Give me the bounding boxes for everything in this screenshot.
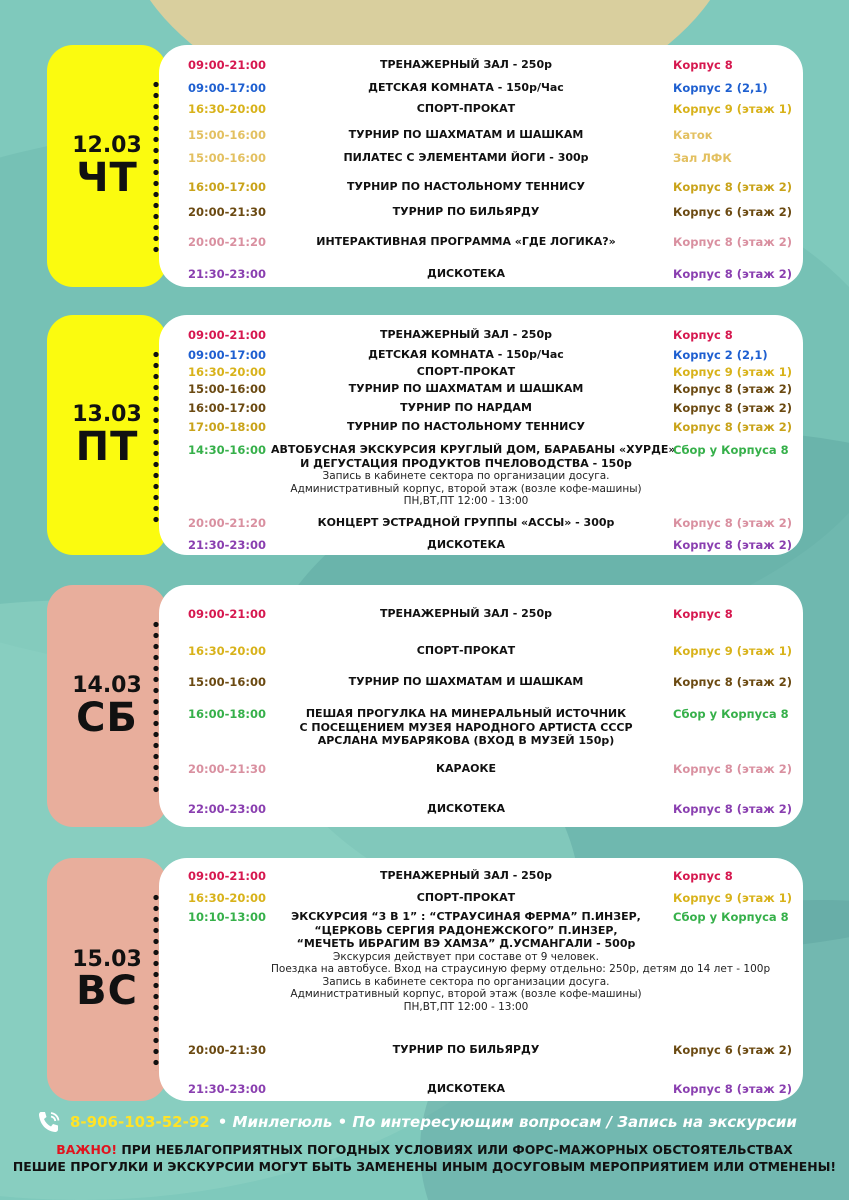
event-time: 21:30-23:00 [188,267,266,281]
event-title: ИНТЕРАКТИВНАЯ ПРОГРАММА «ГДЕ ЛОГИКА?» [316,235,616,248]
warning-label: ВАЖНО! [56,1142,118,1157]
event-time: 14:30-16:00 [188,443,266,457]
event-details [271,707,661,748]
event-place: Корпус 8 (этаж 2) [673,802,793,816]
day-of-week: СБ [76,694,138,741]
day-date: 12.03 [72,133,142,159]
event-title: ТРЕНАЖЕРНЫЙ ЗАЛ - 250р [379,328,552,341]
event-place: Корпус 8 (этаж 2) [673,762,793,776]
event-time: 15:00-16:00 [188,675,266,689]
event-time: 21:30-23:00 [188,538,266,552]
event-place: Корпус 8 (этаж 2) [673,180,793,194]
phone-number[interactable]: 8-906-103-52-92 [70,1113,210,1131]
event-time: 16:30-20:00 [188,891,266,905]
event-place: Корпус 8 [673,328,733,342]
day-of-week: ВС [76,968,138,1015]
event-time: 16:00-18:00 [188,707,266,721]
schedule-card [159,858,803,1101]
day-date: 15.03 [72,946,142,972]
event-time: 16:30-20:00 [188,644,266,658]
event-title: СПОРТ-ПРОКАТ [416,365,516,378]
event-time: 15:00-16:00 [188,151,266,165]
event-place: Корпус 9 (этаж 1) [673,891,793,905]
event-time: 09:00-21:00 [188,869,266,883]
event-title-line: ЭКСКУРСИЯ “3 В 1” : “СТРАУСИНАЯ ФЕРМА” П.ИНЗЕР, [291,910,641,923]
event-note-line: Поездка на автобусе. Вход на страусиную ферму отдельно: 250р, детям до 14 лет - 100р [271,963,771,975]
contact-description: • Минлегюль • По интересующим вопросам / Запись на экскурсии [217,1113,797,1131]
event-place: Корпус 8 [673,869,733,883]
event-time: 20:00-21:30 [188,1043,266,1057]
event-title: СПОРТ-ПРОКАТ [416,644,516,657]
event-time: 16:00-17:00 [188,180,266,194]
schedule-card [159,45,803,287]
event-time: 16:00-17:00 [188,401,266,415]
event-place: Корпус 8 (этаж 2) [673,235,793,249]
event-note-line: Административный корпус, второй этаж (возле кофе-машины) [290,988,642,1000]
day-block-saturday [47,585,803,827]
contact-line [36,1110,849,1134]
event-title: ДИСКОТЕКА [427,538,505,551]
event-time: 20:00-21:30 [188,205,266,219]
event-title: ТУРНИР ПО ШАХМАТАМ И ШАШКАМ [348,128,584,141]
day-date: 14.03 [72,673,142,699]
event-title: ТРЕНАЖЕРНЫЙ ЗАЛ - 250р [379,607,552,620]
event-place: Корпус 9 (этаж 1) [673,102,793,116]
event-title: ДИСКОТЕКА [427,802,505,815]
event-time: 15:00-16:00 [188,382,266,396]
event-time: 20:00-21:20 [188,235,266,249]
event-place: Корпус 8 (этаж 2) [673,675,793,689]
event-place: Корпус 8 [673,607,733,621]
event-place: Корпус 9 (этаж 1) [673,365,793,379]
event-time: 22:00-23:00 [188,802,266,816]
day-block-thursday [47,45,803,287]
weather-warning [0,1141,849,1175]
event-title: ТУРНИР ПО НАРДАМ [400,401,532,414]
event-place: Корпус 8 (этаж 2) [673,382,793,396]
event-title-line: И ДЕГУСТАЦИЯ ПРОДУКТОВ ПЧЕЛОВОДСТВА - 150р [300,456,632,470]
event-title: ТУРНИР ПО ШАХМАТАМ И ШАШКАМ [348,675,584,688]
day-of-week: ПТ [75,423,139,470]
event-details [271,443,676,508]
event-place: Корпус 2 (2,1) [673,348,768,362]
schedule-card [159,585,803,827]
day-tab [47,858,167,1101]
event-title: ДЕТСКАЯ КОМНАТА - 150р/Час [368,348,564,361]
event-place: Корпус 8 [673,58,733,72]
event-note-line: ПН,ВТ,ПТ 12:00 - 13:00 [403,495,529,507]
event-time: 21:30-23:00 [188,1082,266,1096]
event-place: Корпус 8 (этаж 2) [673,538,793,552]
event-note-line: Запись в кабинете сектора по организации досуга. [322,975,610,988]
event-title-line: “МЕЧЕТЬ ИБРАГИМ ВЭ ХАМЗА” Д.УСМАНГАЛИ - 500р [296,937,636,950]
day-tab [47,315,167,555]
event-place: Корпус 9 (этаж 1) [673,644,793,658]
event-title: КАРАОКЕ [436,762,496,775]
event-title: ТУРНИР ПО БИЛЬЯРДУ [392,1043,540,1056]
event-title: СПОРТ-ПРОКАТ [416,102,516,115]
day-tab [47,585,167,827]
event-place: Корпус 8 (этаж 2) [673,420,793,434]
day-block-friday [47,315,803,555]
warning-line: ПЕШИЕ ПРОГУЛКИ И ЭКСКУРСИИ МОГУТ БЫТЬ ЗАМЕНЕНЫ ИНЫМ ДОСУГОВЫМ МЕРОПРИЯТИЕМ ИЛИ ОТМЕНЕНЫ! [12,1159,837,1174]
event-title: ТРЕНАЖЕРНЫЙ ЗАЛ - 250р [379,869,552,882]
day-block-sunday [47,858,803,1101]
event-place: Корпус 8 (этаж 2) [673,267,793,281]
event-title: ТУРНИР ПО НАСТОЛЬНОМУ ТЕННИСУ [347,180,585,193]
event-place: Корпус 8 (этаж 2) [673,516,793,530]
event-place: Сбор у Корпуса 8 [673,910,789,924]
event-title: ДИСКОТЕКА [427,267,505,280]
event-time: 16:30-20:00 [188,365,266,379]
event-place: Корпус 8 (этаж 2) [673,401,793,415]
event-place: Корпус 6 (этаж 2) [673,205,793,219]
warning-text: ПРИ НЕБЛАГОПРИЯТНЫХ ПОГОДНЫХ УСЛОВИЯХ ИЛИ ФОРС-МАЖОРНЫХ ОБСТОЯТЕЛЬСТВАХ [121,1142,793,1157]
event-place: Сбор у Корпуса 8 [673,707,789,721]
event-note-line: Экскурсия действует при составе от 9 человек. [333,950,599,963]
event-title-line: ПЕШАЯ ПРОГУЛКА НА МИНЕРАЛЬНЫЙ ИСТОЧНИК [305,707,627,720]
event-time: 09:00-17:00 [188,81,266,95]
event-place: Корпус 2 (2,1) [673,81,768,95]
event-time: 10:10-13:00 [188,910,266,924]
event-title-line: “ЦЕРКОВЬ СЕРГИЯ РАДОНЕЖСКОГО” П.ИНЗЕР, [314,923,618,937]
event-note-line: ПН,ВТ,ПТ 12:00 - 13:00 [403,1000,529,1013]
event-title: КОНЦЕРТ ЭСТРАДНОЙ ГРУППЫ «АССЫ» - 300р [317,516,615,529]
phone-icon [36,1110,62,1134]
event-title-line: С ПОСЕЩЕНИЕМ МУЗЕЯ НАРОДНОГО АРТИСТА СССР [299,720,633,734]
event-title: ПИЛАТЕС С ЭЛЕМЕНТАМИ ЙОГИ - 300р [343,151,589,164]
event-title: ТУРНИР ПО БИЛЬЯРДУ [392,205,540,218]
event-title: СПОРТ-ПРОКАТ [416,891,516,904]
warning-line [0,1141,849,1158]
event-place: Каток [673,128,713,142]
event-title: ТУРНИР ПО НАСТОЛЬНОМУ ТЕННИСУ [347,420,585,433]
event-title: ТРЕНАЖЕРНЫЙ ЗАЛ - 250р [379,58,552,71]
day-tab [47,45,167,287]
event-time: 09:00-17:00 [188,348,266,362]
event-time: 20:00-21:30 [188,762,266,776]
event-place: Зал ЛФК [673,151,732,165]
event-title: ДИСКОТЕКА [427,1082,505,1095]
event-time: 16:30-20:00 [188,102,266,116]
event-time: 09:00-21:00 [188,607,266,621]
event-place: Корпус 8 (этаж 2) [673,1082,793,1096]
event-time: 17:00-18:00 [188,420,266,434]
event-place: Корпус 6 (этаж 2) [673,1043,793,1057]
event-time: 20:00-21:20 [188,516,266,530]
event-title-line: АВТОБУСНАЯ ЭКСКУРСИЯ КРУГЛЫЙ ДОМ, БАРАБАНЫ «ХУРДЕ» [271,443,676,456]
event-note-line: Административный корпус, второй этаж (возле кофе-машины) [290,482,642,495]
day-date: 13.03 [72,402,142,428]
schedule-card [159,315,803,555]
event-title: ТУРНИР ПО ШАХМАТАМ И ШАШКАМ [348,382,584,395]
event-place: Сбор у Корпуса 8 [673,443,789,457]
event-title-line: АРСЛАНА МУБАРЯКОВА (ВХОД В МУЗЕЙ 150р) [317,734,615,747]
event-time: 09:00-21:00 [188,328,266,342]
event-note-line: Запись в кабинете сектора по организации досуга. [322,470,610,482]
event-time: 15:00-16:00 [188,128,266,142]
event-time: 09:00-21:00 [188,58,266,72]
event-title: ДЕТСКАЯ КОМНАТА - 150р/Час [368,81,564,94]
day-of-week: ЧТ [76,154,138,201]
